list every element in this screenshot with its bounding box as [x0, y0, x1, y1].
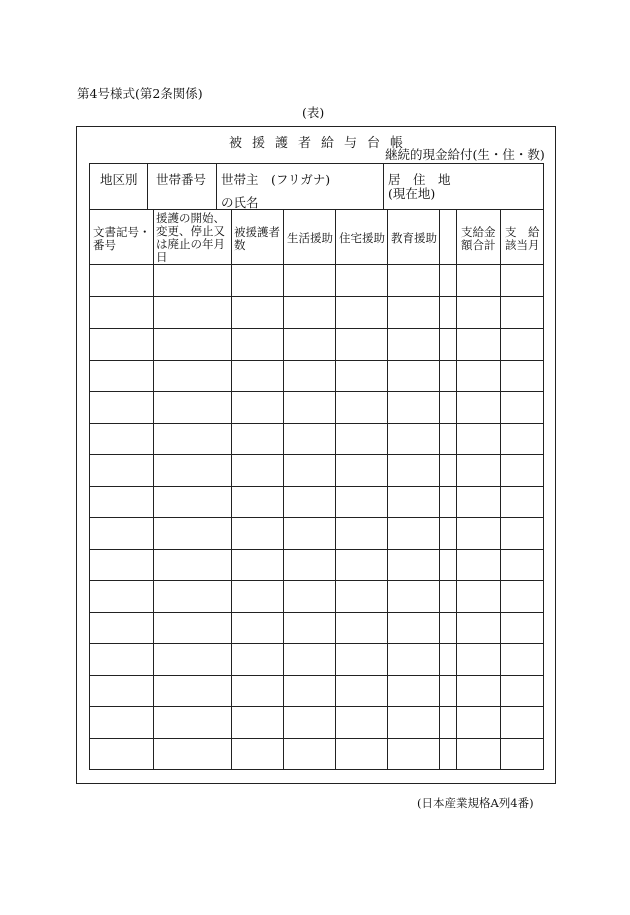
paper-size-note: (日本産業規格A列4番) — [417, 796, 534, 810]
row-divider — [90, 580, 543, 581]
side-label: (表) — [302, 105, 325, 120]
residence-label: 居 住 地 — [388, 172, 451, 187]
column-divider — [387, 210, 388, 769]
household-number-label: 世帯番号 — [156, 172, 207, 187]
row-divider — [90, 454, 543, 455]
row-divider — [90, 706, 543, 707]
household-head-name-label: の氏名 — [221, 195, 259, 210]
row-divider — [90, 675, 543, 676]
row-divider — [90, 328, 543, 329]
row-divider — [90, 738, 543, 739]
row-divider — [90, 643, 543, 644]
column-divider — [456, 210, 457, 769]
row-divider — [90, 486, 543, 487]
header-month: 支 給 該当月 — [505, 225, 540, 252]
ledger-title: 被援護者給与台帳 — [229, 136, 414, 151]
column-divider — [153, 210, 154, 769]
column-divider — [500, 210, 501, 769]
column-divider — [231, 210, 232, 769]
district-label: 地区別 — [100, 172, 138, 187]
header-dates: 援護の開始、 変更、停止又 は廃止の年月 日 — [156, 211, 225, 264]
residence-cell[interactable] — [384, 164, 543, 209]
header-total: 支給金 額合計 — [461, 225, 496, 252]
header-housing: 住宅援助 — [339, 231, 385, 245]
header-education: 教育援助 — [391, 231, 437, 245]
household-head-label: 世帯主 (フリガナ) — [221, 172, 331, 187]
household-head-cell[interactable] — [217, 164, 384, 209]
header-livelihood: 生活援助 — [287, 231, 333, 245]
row-divider — [90, 612, 543, 613]
row-divider — [90, 264, 543, 265]
column-divider — [283, 210, 284, 769]
household-info-table — [89, 163, 544, 210]
ledger-subtitle: 継続的現金給付(生・住・教) — [385, 147, 545, 162]
district-cell[interactable] — [90, 164, 148, 209]
residence-current-label: (現在地) — [388, 186, 436, 201]
row-divider — [90, 549, 543, 550]
row-divider — [90, 391, 543, 392]
row-divider — [90, 360, 543, 361]
household-number-cell[interactable] — [148, 164, 217, 209]
payment-ledger-table — [89, 210, 544, 770]
row-divider — [90, 517, 543, 518]
row-divider — [90, 423, 543, 424]
row-divider — [90, 296, 543, 297]
column-divider — [439, 210, 440, 769]
header-doc-id: 文書記号・ 番号 — [93, 225, 151, 252]
column-divider — [335, 210, 336, 769]
header-recipients: 被援護者 数 — [234, 225, 280, 252]
form-number-label: 第4号様式(第2条関係) — [77, 86, 203, 101]
